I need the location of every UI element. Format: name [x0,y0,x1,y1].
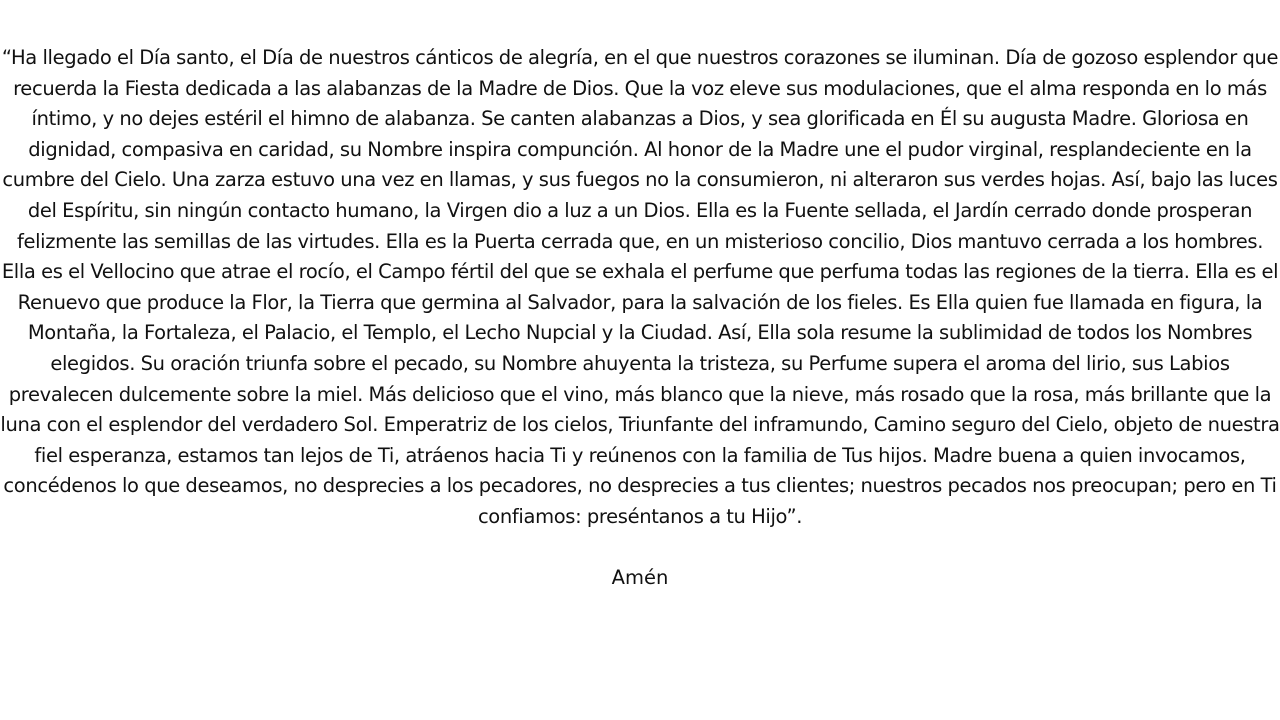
prayer-document [0,43,1280,593]
prayer-text: “Ha llegado el Día santo, el Día de nuestros cánticos de alegría, en el que nuestros corazones se iluminan. Día de gozoso esplendor que recuerda la Fiesta dedicada a las alabanzas de la Madre de Dios. Que la voz eleve sus modulaciones, que el alma responda en lo más íntimo, y no dejes estéril el himno de alabanza. Se canten alabanzas a Dios, y sea glorificada en Él su augusta Madre. Gloriosa en dignidad, compasiva en caridad, su Nombre inspira compunción. Al honor de la Madre une el pudor virginal, resplandeciente en la cumbre del Cielo. Una zarza estuvo una vez en llamas, y sus fuegos no la consumieron, ni alteraron sus verdes hojas. Así, bajo las luces del Espíritu, sin ningún contacto humano, la Virgen dio a luz a un Dios. Ella es la Fuente sellada, el Jardín cerrado donde prosperan felizmente las semillas de las virtudes. Ella es la Puerta cerrada que, en un misterioso concilio, Dios mantuvo cerrada a los hombres. Ella es el Vellocino que atrae el rocío, el Campo fértil del que se exhala el perfume que perfuma todas las regiones de la tierra. Ella es el Renuevo que produce la Flor, la Tierra que germina al Salvador, para la salvación de los fieles. Es Ella quien fue llamada en figura, la Montaña, la Fortaleza, el Palacio, el Templo, el Lecho Nupcial y la Ciudad. Así, Ella sola resume la sublimidad de todos los Nombres elegidos. Su oración triunfa sobre el pecado, su Nombre ahuyenta la tristeza, su Perfume supera el aroma del lirio, sus Labios prevalecen dulcemente sobre la miel. Más delicioso que el vino, más blanco que la nieve, más rosado que la rosa, más brillante que la luna con el esplendor del verdadero Sol. Emperatriz de los cielos, Triunfante del inframundo, Camino seguro del Cielo, objeto de nuestra fiel esperanza, estamos tan lejos de Ti, atráenos hacia Ti y reúnenos con la familia de Tus hijos. Madre buena a quien invocamos, concédenos lo que deseamos, no desprecies a los pecadores, no desprecies a tus clientes; nuestros pecados nos preocupan; pero en Ti confiamos: preséntanos a tu Hijo”. [0,46,1280,528]
closing-amen: Amén [611,565,669,589]
